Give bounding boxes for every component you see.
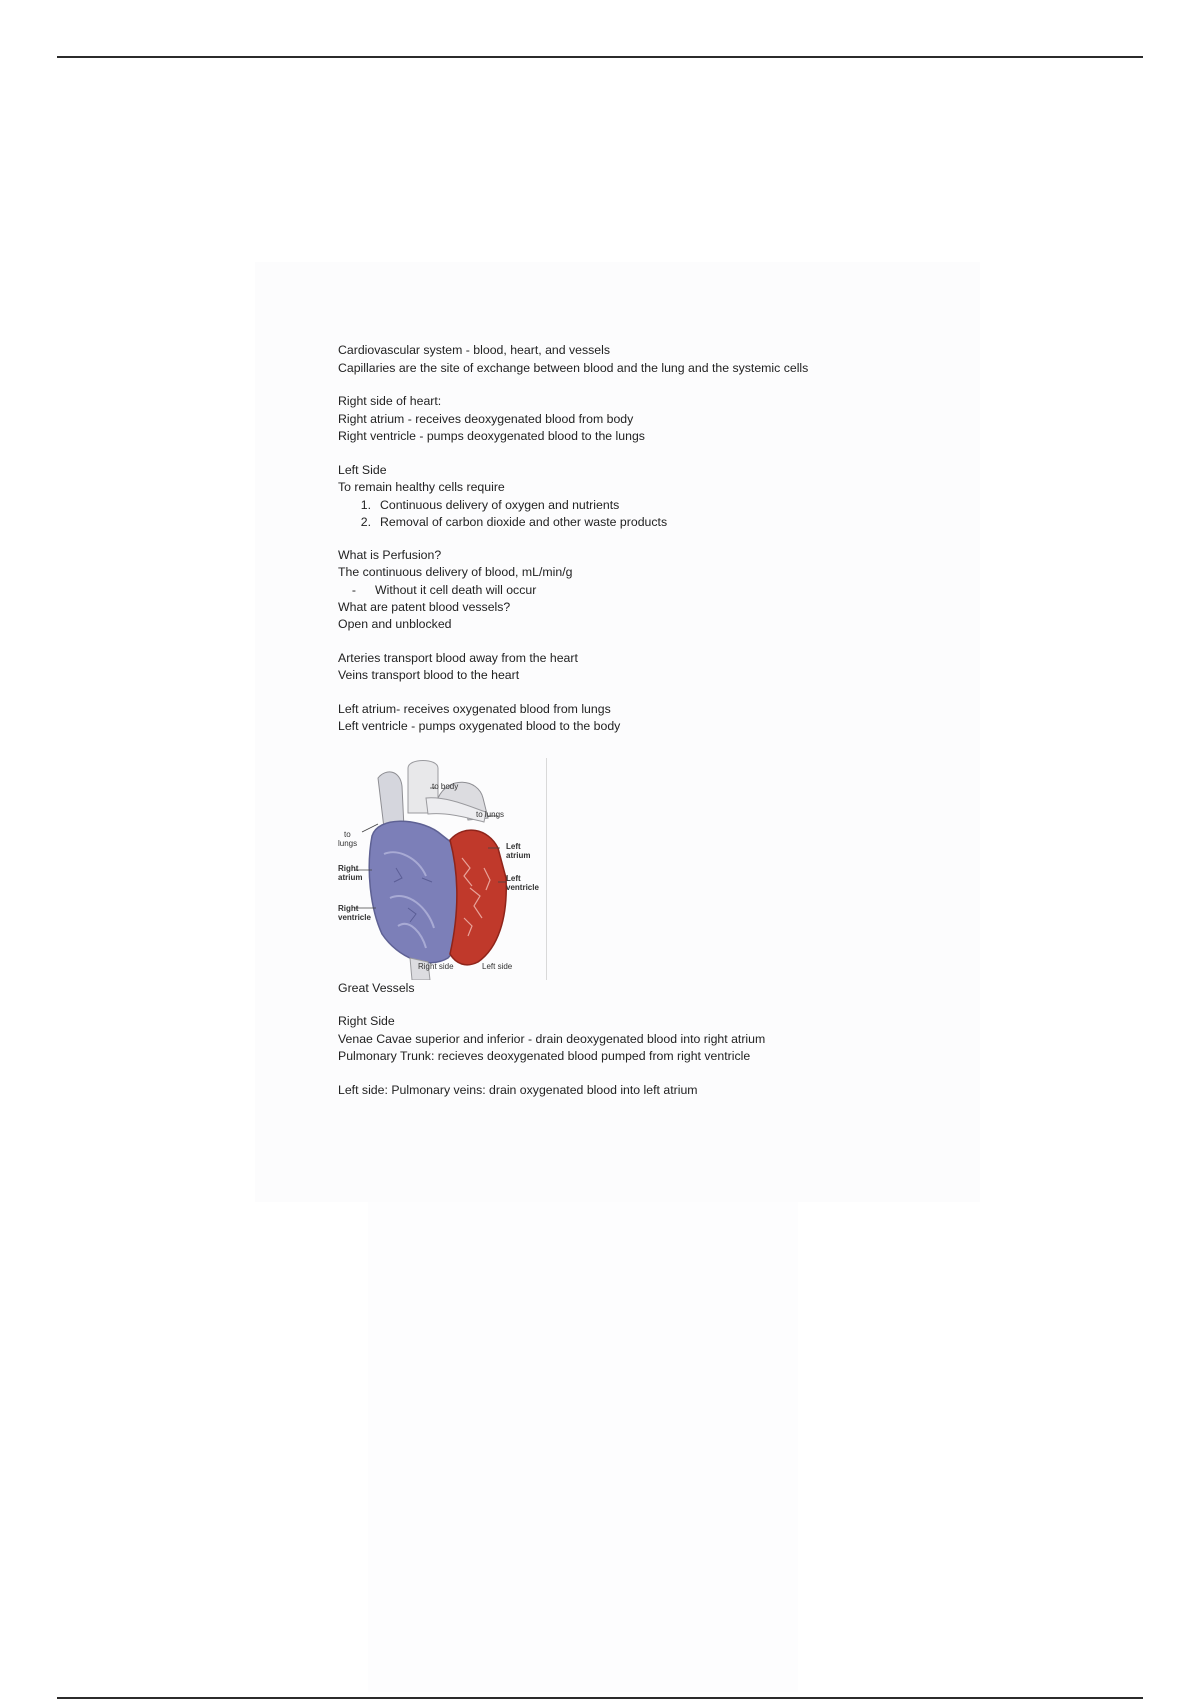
bullet-text: Without it cell death will occur [375, 582, 537, 597]
notes-line: Left ventricle - pumps oxygenated blood to the body [338, 719, 621, 733]
notes-heading: Right side of heart: [338, 394, 442, 408]
list-marker: 2. [360, 514, 371, 529]
label-left-atrium-1: Left [506, 841, 521, 851]
notes-line: To remain healthy cells require [338, 480, 505, 494]
label-left-side: Left side [482, 961, 513, 971]
notes-line: Veins transport blood to the heart [338, 668, 520, 682]
notes-content [338, 342, 898, 1099]
label-to-body: to body [432, 781, 459, 791]
notes-heading: Great Vessels [338, 980, 415, 995]
page-sheet-lower [368, 1202, 798, 1692]
notes-line: The continuous delivery of blood, mL/min/g [338, 565, 573, 579]
list-marker: 1. [360, 497, 371, 512]
header-rule [57, 56, 1143, 58]
label-right-side: Right side [418, 961, 454, 971]
label-to-lungs-left-1: to [344, 829, 351, 839]
notes-heading: Right Side [338, 1014, 395, 1028]
notes-line: Open and unblocked [338, 617, 452, 631]
label-to-lungs-right: to lungs [476, 809, 505, 819]
heart-diagram [338, 758, 548, 980]
label-left-ventricle-2: ventricle [506, 882, 539, 892]
notes-line: Pulmonary Trunk: recieves deoxygenated blood pumped from right ventricle [338, 1049, 751, 1063]
notes-line: Left atrium- receives oxygenated blood from lungs [338, 701, 611, 716]
notes-line: What are patent blood vessels? [338, 599, 511, 614]
bullet-marker: - [351, 582, 356, 597]
heart-illustration [338, 758, 546, 980]
notes-line: Venae Cavae superior and inferior - drain deoxygenated blood into right atrium [338, 1031, 766, 1046]
list-item [338, 514, 898, 531]
notes-line: Arteries transport blood away from the heart [338, 650, 578, 665]
label-right-ventricle-2: ventricle [338, 912, 371, 922]
label-right-ventricle-1: Right [338, 903, 359, 913]
notes-line: Capillaries are the site of exchange between blood and the lung and the systemic cells [338, 360, 809, 375]
notes-line: Right atrium - receives deoxygenated blood from body [338, 411, 634, 426]
footer-rule [57, 1697, 1143, 1699]
list-text: Removal of carbon dioxide and other waste products [380, 514, 668, 529]
label-left-ventricle-1: Left [506, 873, 521, 883]
notes-heading: Left Side [338, 462, 387, 477]
bullet-item [338, 582, 898, 599]
list-item [338, 497, 898, 514]
label-left-atrium-2: atrium [506, 850, 531, 860]
notes-line: Left side: Pulmonary veins: drain oxygenated blood into left atrium [338, 1082, 698, 1097]
label-right-atrium-2: atrium [338, 872, 363, 882]
label-right-atrium-1: Right [338, 863, 359, 873]
label-to-lungs-left-2: lungs [338, 838, 358, 848]
notes-heading: What is Perfusion? [338, 547, 442, 562]
list-text: Continuous delivery of oxygen and nutrients [380, 497, 620, 512]
notes-line: Cardiovascular system - blood, heart, and vessels [338, 343, 611, 357]
notes-line: Right ventricle - pumps deoxygenated blood to the lungs [338, 429, 645, 443]
